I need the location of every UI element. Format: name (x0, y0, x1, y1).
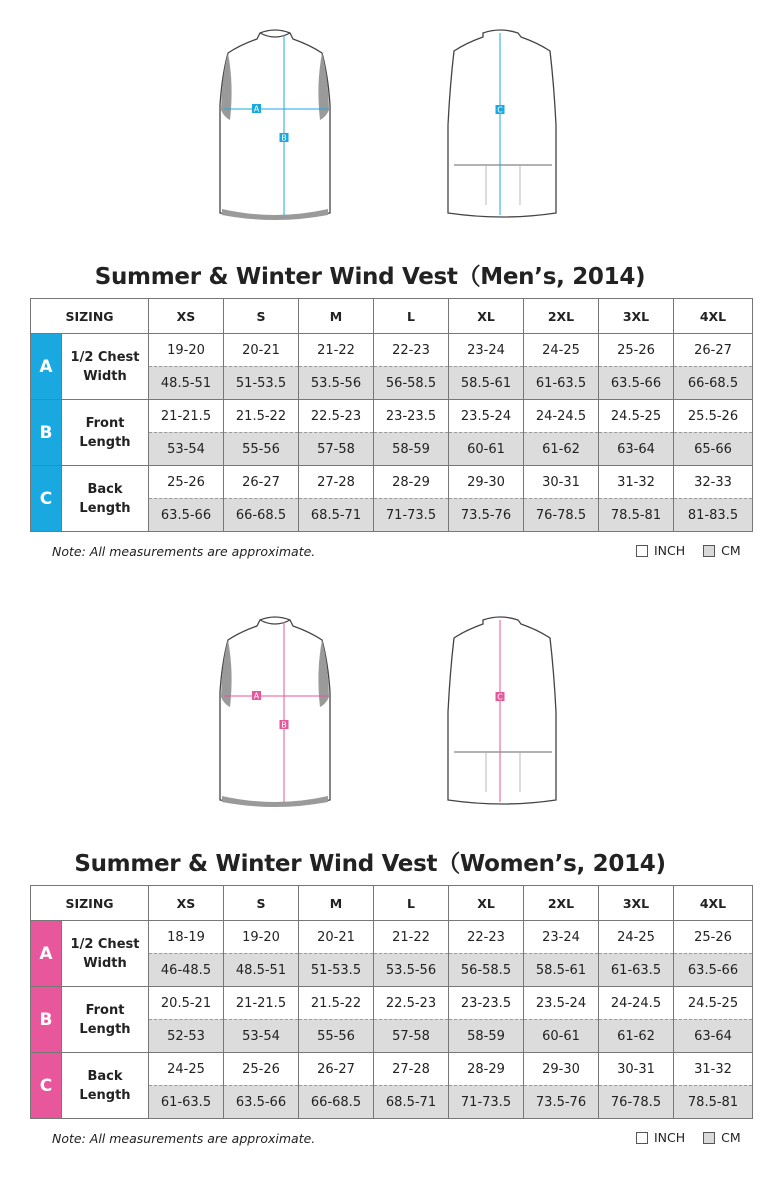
inch-value: 19-20 (167, 342, 205, 358)
measure-tag: A (31, 334, 62, 400)
cm-value: 55-56 (299, 1019, 373, 1052)
inch-value: 24-25 (617, 929, 655, 945)
cm-value: 60-61 (524, 1019, 598, 1052)
cm-value: 53-54 (149, 432, 223, 465)
size-header: 2XL (524, 886, 599, 921)
section-title: Summer & Winter Wind Vest（Women’s, 2014) (74, 851, 666, 877)
size-header: M (299, 886, 374, 921)
inch-value: 23-24 (467, 342, 505, 358)
table-header-row (31, 299, 753, 334)
cm-value: 51-53.5 (299, 953, 373, 986)
cm-value: 66-68.5 (299, 1085, 373, 1118)
cm-value: 63.5-66 (149, 498, 223, 531)
measure-label: Back Length (62, 1053, 149, 1119)
inch-value: 30-31 (542, 474, 580, 490)
inch-value: 29-30 (467, 474, 505, 490)
cm-legend-label: CM (721, 543, 741, 558)
inch-value: 24-24.5 (535, 408, 587, 424)
inch-value: 26-27 (694, 342, 732, 358)
table-row (31, 1053, 753, 1119)
cm-value: 63.5-66 (674, 953, 752, 986)
measure-tag: B (31, 400, 62, 466)
page-title: Summer & Winter Wind Vest（Men’s, 2014) (94, 264, 646, 290)
marker-b-label: B (281, 720, 287, 730)
cm-value: 48.5-51 (224, 953, 298, 986)
inch-value: 21.5-22 (235, 408, 287, 424)
inch-value: 21.5-22 (310, 995, 362, 1011)
size-header: M (299, 299, 374, 334)
table-row (31, 334, 753, 400)
inch-value: 31-32 (617, 474, 655, 490)
measure-tag: B (31, 987, 62, 1053)
inch-value: 22-23 (467, 929, 505, 945)
inch-value: 24-25 (542, 342, 580, 358)
inch-value: 23.5-24 (460, 408, 512, 424)
cm-value: 61-62 (524, 432, 598, 465)
cm-value: 63.5-66 (599, 366, 673, 399)
inch-value: 20.5-21 (160, 995, 212, 1011)
size-header: S (224, 886, 299, 921)
table-header-row (31, 886, 753, 921)
cm-legend-box (703, 1132, 715, 1144)
unit-legend (636, 1130, 759, 1145)
inch-value: 24.5-25 (687, 995, 739, 1011)
size-header: 2XL (524, 299, 599, 334)
cm-value: 63-64 (599, 432, 673, 465)
size-header: S (224, 299, 299, 334)
cm-value: 61-63.5 (599, 953, 673, 986)
table-row (31, 921, 753, 987)
measure-label: Back Length (62, 466, 149, 532)
inch-value: 22.5-23 (385, 995, 437, 1011)
cm-value: 52-53 (149, 1019, 223, 1052)
cm-legend-box (703, 545, 715, 557)
cm-value: 61-63.5 (149, 1085, 223, 1118)
size-header: 3XL (599, 886, 674, 921)
cm-value: 58.5-61 (449, 366, 523, 399)
vest-front-diagram (210, 25, 340, 225)
inch-value: 24-24.5 (610, 995, 662, 1011)
inch-value: 23-23.5 (385, 408, 437, 424)
size-header: XS (149, 299, 224, 334)
inch-value: 22.5-23 (310, 408, 362, 424)
inch-legend-label: INCH (654, 543, 686, 558)
cm-value: 46-48.5 (149, 953, 223, 986)
inch-value: 21-22 (317, 342, 355, 358)
cm-value: 51-53.5 (224, 366, 298, 399)
vest-back-diagram (438, 612, 568, 812)
sizing-header: SIZING (31, 886, 149, 921)
cm-value: 58.5-61 (524, 953, 598, 986)
measure-label: 1/2 Chest Width (62, 921, 149, 987)
cm-value: 76-78.5 (524, 498, 598, 531)
cm-value: 66-68.5 (674, 366, 752, 399)
marker-c-label: C (497, 692, 503, 702)
inch-value: 22-23 (392, 342, 430, 358)
inch-value: 25-26 (617, 342, 655, 358)
cm-value: 78.5-81 (599, 498, 673, 531)
inch-value: 20-21 (242, 342, 280, 358)
cm-value: 61-62 (599, 1019, 673, 1052)
inch-value: 27-28 (317, 474, 355, 490)
unit-legend (636, 543, 759, 558)
inch-value: 23-24 (542, 929, 580, 945)
cm-value: 81-83.5 (674, 498, 752, 531)
measure-tag: C (31, 1053, 62, 1119)
inch-value: 25-26 (694, 929, 732, 945)
cm-value: 68.5-71 (299, 498, 373, 531)
marker-b-label: B (281, 133, 287, 143)
cm-value: 76-78.5 (599, 1085, 673, 1118)
inch-value: 32-33 (694, 474, 732, 490)
cm-value: 58-59 (374, 432, 448, 465)
cm-value: 58-59 (449, 1019, 523, 1052)
inch-value: 23-23.5 (460, 995, 512, 1011)
cm-value: 57-58 (299, 432, 373, 465)
inch-value: 24-25 (167, 1061, 205, 1077)
size-chart-table (30, 885, 753, 1119)
inch-value: 19-20 (242, 929, 280, 945)
cm-value: 63-64 (674, 1019, 752, 1052)
inch-value: 24.5-25 (610, 408, 662, 424)
cm-legend-label: CM (721, 1130, 741, 1145)
size-header: XL (449, 886, 524, 921)
measure-label: Front Length (62, 987, 149, 1053)
cm-value: 73.5-76 (449, 498, 523, 531)
cm-value: 53.5-56 (374, 953, 448, 986)
measure-label: 1/2 Chest Width (62, 334, 149, 400)
inch-value: 18-19 (167, 929, 205, 945)
cm-value: 65-66 (674, 432, 752, 465)
inch-legend-label: INCH (654, 1130, 686, 1145)
size-header: XL (449, 299, 524, 334)
cm-value: 53.5-56 (299, 366, 373, 399)
cm-value: 57-58 (374, 1019, 448, 1052)
inch-value: 21-22 (392, 929, 430, 945)
cm-value: 71-73.5 (449, 1085, 523, 1118)
inch-value: 25-26 (242, 1061, 280, 1077)
table-row (31, 466, 753, 532)
inch-value: 28-29 (392, 474, 430, 490)
measure-label: Front Length (62, 400, 149, 466)
inch-value: 26-27 (317, 1061, 355, 1077)
cm-value: 48.5-51 (149, 366, 223, 399)
marker-a-label: A (253, 691, 260, 701)
inch-value: 28-29 (467, 1061, 505, 1077)
inch-value: 26-27 (242, 474, 280, 490)
cm-value: 73.5-76 (524, 1085, 598, 1118)
inch-value: 25-26 (167, 474, 205, 490)
note-text: Note: All measurements are approximate. (52, 1131, 316, 1146)
cm-value: 68.5-71 (374, 1085, 448, 1118)
inch-value: 29-30 (542, 1061, 580, 1077)
table-row (31, 987, 753, 1053)
inch-value: 21-21.5 (235, 995, 287, 1011)
inch-legend-box (636, 545, 648, 557)
sizing-header: SIZING (31, 299, 149, 334)
inch-value: 21-21.5 (160, 408, 212, 424)
size-header: 3XL (599, 299, 674, 334)
size-header: L (374, 299, 449, 334)
cm-value: 78.5-81 (674, 1085, 752, 1118)
size-chart-table (30, 298, 753, 532)
note-text: Note: All measurements are approximate. (52, 544, 316, 559)
inch-value: 31-32 (694, 1061, 732, 1077)
cm-value: 53-54 (224, 1019, 298, 1052)
inch-value: 20-21 (317, 929, 355, 945)
table-row (31, 400, 753, 466)
cm-value: 66-68.5 (224, 498, 298, 531)
inch-legend-box (636, 1132, 648, 1144)
inch-value: 25.5-26 (687, 408, 739, 424)
inch-value: 23.5-24 (535, 995, 587, 1011)
vest-front-diagram (210, 612, 340, 812)
cm-value: 71-73.5 (374, 498, 448, 531)
size-header: 4XL (674, 886, 753, 921)
measure-tag: C (31, 466, 62, 532)
marker-c-label: C (497, 105, 503, 115)
cm-value: 55-56 (224, 432, 298, 465)
size-header: XS (149, 886, 224, 921)
cm-value: 56-58.5 (374, 366, 448, 399)
size-header: 4XL (674, 299, 753, 334)
cm-value: 61-63.5 (524, 366, 598, 399)
marker-a-label: A (253, 104, 260, 114)
cm-value: 56-58.5 (449, 953, 523, 986)
inch-value: 27-28 (392, 1061, 430, 1077)
inch-value: 30-31 (617, 1061, 655, 1077)
size-header: L (374, 886, 449, 921)
measure-tag: A (31, 921, 62, 987)
vest-back-diagram (438, 25, 568, 225)
cm-value: 60-61 (449, 432, 523, 465)
cm-value: 63.5-66 (224, 1085, 298, 1118)
